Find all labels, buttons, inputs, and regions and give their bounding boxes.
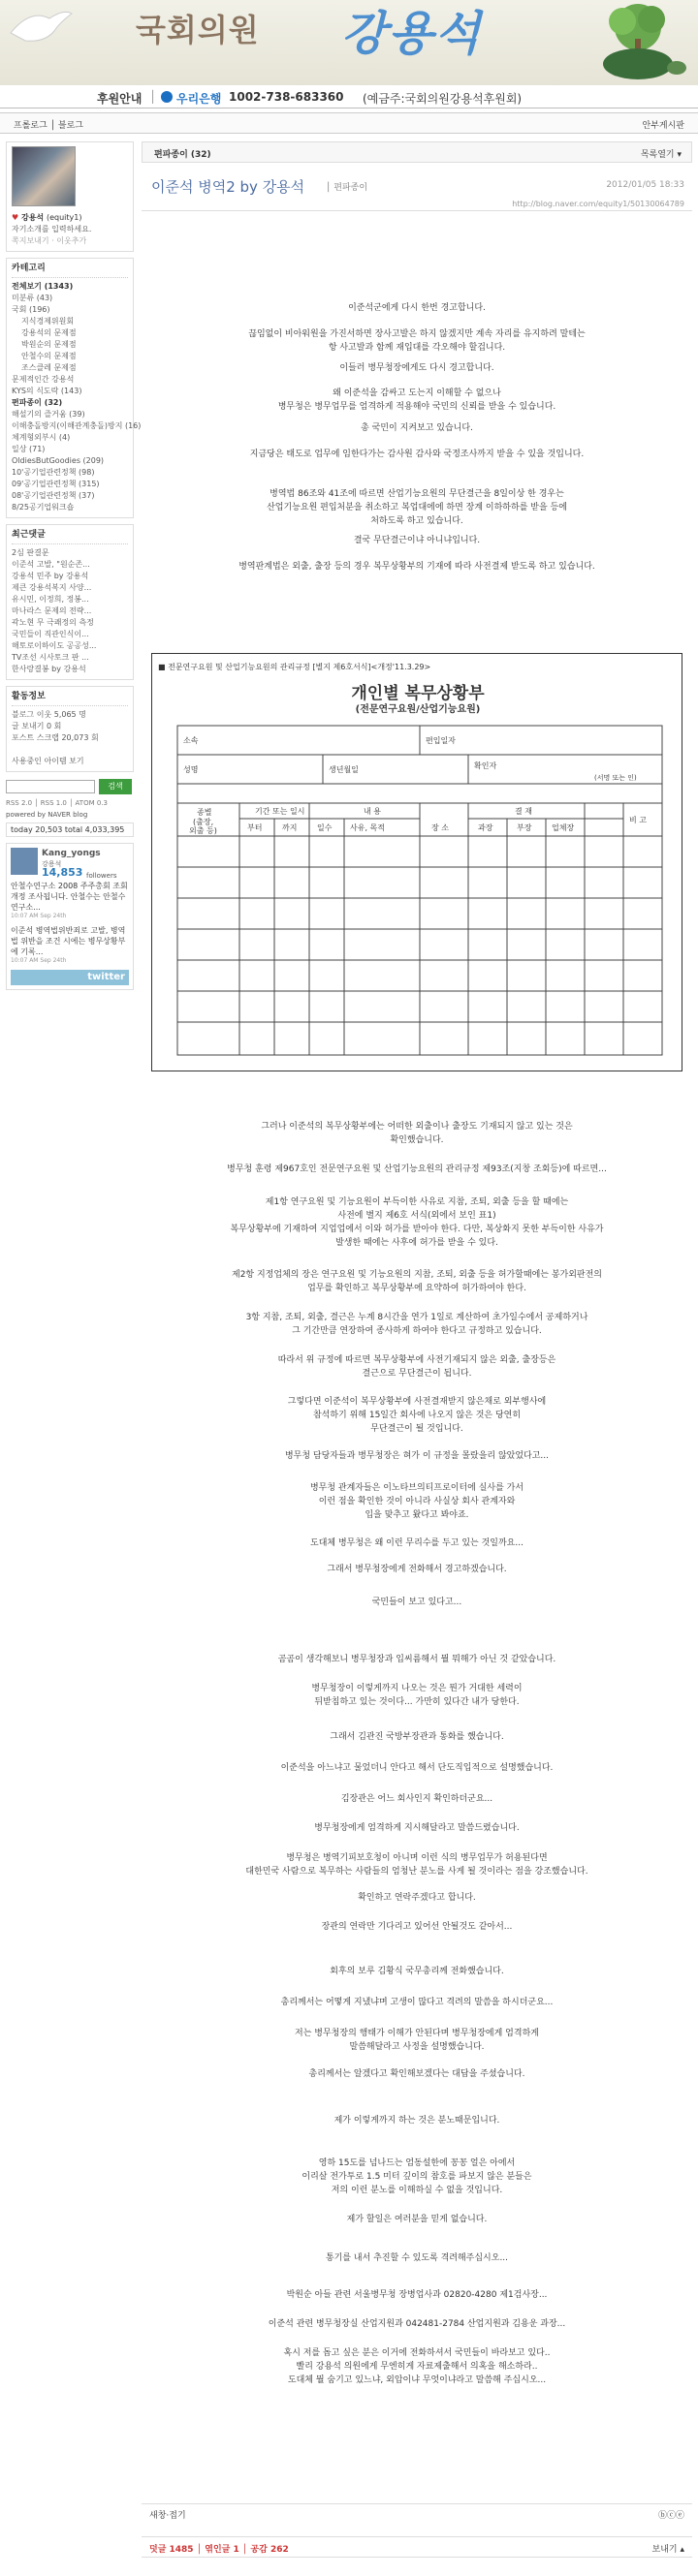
form-row2-a: 성명 [183,765,199,774]
bank-name: 우리은행 [176,92,222,106]
form-header-kind: 종별 [197,808,212,817]
rss-links[interactable]: RSS 2.0 │ RSS 1.0 │ ATOM 0.3 [6,799,108,807]
form-header-a2: 부장 [517,823,532,832]
activity-item: 글 보내기 0 회 [12,722,62,730]
category-item[interactable]: 09'공기업관련정책 (315) [12,480,100,488]
post-paragraph: 제가 할일은 여러분을 믿게 없습니다. [346,2215,488,2224]
comment-item[interactable]: 유시민, 이정희, 정봉... [12,595,89,604]
donation-bar [0,85,698,109]
post-paragraph: 이준석을 아느냐고 물었더니 안다고 해서 단도직입적으로 설명했습니다. [280,1763,554,1773]
post-paragraph: 장관의 연락만 기다리고 있어선 안될것도 같아서... [321,1922,513,1932]
post-paragraph: 이준석 관련 병무청장실 산업지원과 042481-2784 산업지원과 김용운 과장... [268,2319,566,2329]
category-item[interactable]: 국회 (196) [12,305,50,314]
comment-item[interactable]: 이준석 고발, "원순존... [12,560,90,569]
banner-title-right: 강용석 [341,7,483,61]
category-item[interactable]: 10'공기업관련정책 (98) [12,468,95,477]
category-item[interactable]: 이해충돌방지(이해관계충돌)방지 (16) [12,421,142,430]
post-paragraph: 결국 무단결근이냐 아니냐입니다. [353,536,481,545]
form-header-days: 일수 [317,823,333,832]
activity-item: 블로그 이웃 5,065 명 [12,710,86,719]
profile-photo [12,146,76,206]
main-content [142,141,692,2555]
send-button[interactable]: 보내기 ▴ [651,2545,684,2555]
category-list-label: 편파종이 (32) [154,150,211,160]
search-button[interactable]: 검색 [99,779,132,794]
header-banner [0,0,698,85]
post-paragraph: 그래서 김관진 국방부장관과 통화를 했습니다. [330,1732,504,1742]
account-holder: (예금주:국회의원강용석후원회) [363,92,523,106]
open-list-button[interactable]: 목록열기 ▾ [640,150,682,160]
dove-icon [6,4,74,52]
category-item[interactable]: 전체보기 (1343) [12,282,74,291]
form-header-a1: 과장 [478,823,493,832]
recent-comments-title: 최근댓글 [12,529,128,544]
post-paragraph: 병역법 86조와 41조에 따르면 산업기능요원의 무단결근을 8일이상 한 경우는 산업기능요원 편입처분을 취소하고 복업대에에 하면 장계 이하하하를 받을 등에 처하도록 하고 있습니다. [267,489,567,526]
post-paragraph: 총리께서는 알겠다고 확인해보겠다는 대답을 주셨습니다. [308,2069,525,2079]
post-body [142,141,692,2563]
comment-item[interactable]: 강용석 민주 by 강용석 [12,572,89,580]
comment-item[interactable]: 국민들이 직관인식이... [12,630,89,638]
share-icons[interactable]: ⓑⓒⓔ [657,2511,684,2521]
tweet-time: 10:07 AM Sep 24th [11,957,67,964]
bank-logo-icon [161,91,173,103]
twitter-sub: 강용석 [42,860,62,868]
activity-item: 사용중인 아이템 보기 [12,757,84,765]
post-paragraph: 통기를 내서 추진할 수 있도록 격려해주십시오... [325,2253,509,2263]
powered-by: powered by NAVER blog [6,811,88,819]
form-title: 개인별 복무상황부 [351,684,485,703]
form-header-from: 부터 [247,823,263,832]
form-header-approve: 결 재 [515,807,532,816]
form-header-period: 기간 또는 일시 [255,807,305,816]
guestbook-link[interactable]: 안부게시판 [642,121,684,131]
post-paragraph: 곰곰이 생각해보니 병무청장과 입씨름해서 뭘 뭐해가 아닌 것 같았습니다. [277,1655,556,1664]
post-paragraph: 병무청장이 이렇게까지 나오는 것은 뭔가 거대한 세력이 뒤받침하고 있는 것이다... 가만히 있다간 내가 당한다. [311,1684,523,1707]
profile-intro: 자기소개를 입력하세요. [12,225,92,233]
comment-item[interactable]: 곽노현 무 극쾌정의 측정 [12,618,94,627]
category-item[interactable]: KYS의 식도락 (143) [12,387,82,395]
turtle-tree-icon [582,0,688,85]
category-item[interactable]: 체계형외부시 (4) [12,433,71,442]
tweet-list [11,881,129,965]
category-item[interactable]: 지식경제위원회 [21,317,75,326]
form-header-reason: 사유, 목적 [350,823,385,832]
form-row1-b: 편입일자 [426,736,456,745]
visitor-counter: today 20,503 total 4,033,395 [6,822,134,837]
form-row2-d: (서명 또는 인) [594,774,637,782]
post-paragraph: 따라서 위 규정에 따르면 복무상황부에 사전기재되지 않은 외출, 출장등은 결근으로 무단결근이 됩니다. [277,1355,556,1379]
category-item[interactable]: 미분류 (43) [12,294,53,302]
post-paragraph: 3항 지참, 조퇴, 외출, 결근은 누계 8시간을 연가 1일로 계산하여 초가일수에서 공제하거나 그 기간만큼 연장하여 종사하게 하여야 한다고 규정하고 있습니다. [245,1313,588,1336]
service-record-form-image [151,653,682,1071]
category-item[interactable]: 강용석의 문제점 [21,328,77,337]
post-footer-bar [142,2503,692,2521]
category-list [12,281,142,513]
post-paragraph: 병무청 훈령 제967호인 전문연구요원 및 산업기능요원의 관리규정 제93조(지창 조회등)에 따르면... [227,1164,607,1174]
heart-icon: ♥ [12,213,19,222]
twitter-name[interactable]: Kang_yongs [42,849,101,858]
comment-item[interactable]: 제큰 강용석복지 사양... [12,583,92,592]
twitter-followers-label: followers [86,872,117,880]
comment-item[interactable]: 한사랑결봉 by 강용석 [12,665,86,673]
sidebar [6,141,142,996]
profile-links[interactable]: 쪽지보내기 · 이웃추가 [12,236,87,245]
form-header-kind2: (출장, [193,818,214,826]
tweet-time: 10:07 AM Sep 24th [11,913,67,919]
activity-item: 포스트 스크랩 20,073 회 [12,733,99,742]
post-paragraph: 도대체 병무청은 왜 이런 무리수를 두고 있는 것일까요... [310,1538,524,1548]
post-paragraph: 회후의 보루 김황식 국무총리께 전화했습니다. [330,1967,504,1976]
post-paragraph: 제1항 연구요원 및 기능요원이 부득이한 사유로 지참, 조퇴, 외출 등을 할 때에는 사전에 별지 제6호 서식(외에서 보인 표1) 복무상황부에 기재하여 지업업에서 이와 허가를 받아야 한다. 다만, 복상화지 못한 부득이한 사유가 발생한 때에는 사후에 허가를 받을 수 있다. [230,1197,604,1248]
post-paragraph: 이준석군에게 다시 한번 경고합니다. [348,303,486,313]
category-title: 카테고리 [12,263,128,278]
recent-comments-box [6,524,134,680]
form-header-a3: 업체장 [552,823,575,832]
category-item[interactable]: 문제적인간 강용석 [12,375,75,384]
post-url[interactable]: http://blog.naver.com/equity1/50130064789 [512,200,684,208]
profile-name: 강용석 [20,213,45,222]
form-row2-c: 확인자 [474,761,497,770]
post-stats-bar [142,2536,692,2558]
comment-item[interactable]: 마나라스 문제의 전략... [12,606,92,615]
twitter-avatar [11,848,38,875]
category-item[interactable]: 해설기의 즐거움 (39) [12,410,85,419]
comment-stats[interactable]: 덧글 1485 │ 엮인글 1 │ 공감 262 [149,2545,289,2555]
twitter-widget [6,843,134,990]
form-row2-b: 생년월일 [329,765,359,774]
post-paragraph: 끊임없이 비아워원을 가진서하면 장사고발은 하지 않겠지만 계속 자리를 유지하려 말테는 항 사고발과 함께 재입대를 각오해야 할겁니다. [248,329,586,353]
comment-item[interactable]: 2심 판결문 [12,548,49,557]
post-paragraph: 영하 15도를 넘나드는 엄동설한에 꽁꽁 얼은 아에서 이리살 전가투로 1.5 미터 깊이의 참호를 파보지 않은 분들은 저의 이런 분노를 이해하실 수 없을 것입니다. [301,2158,532,2195]
form-header-note: 비 고 [629,816,647,824]
post-paragraph: 총 국민이 지켜보고 있습니다. [361,423,473,433]
activity-box [6,686,134,772]
form-subtitle: (전문연구요원/산업기능요원) [355,704,481,715]
account-number: 1002-738-683360 [229,90,344,104]
post-title[interactable]: 이준석 병역2 by 강용석 [151,178,305,196]
post-category[interactable]: │ 편파종이 [326,183,368,193]
form-row1-a: 소속 [183,736,199,745]
post-paragraph: 이들러 병무청장에게도 다시 경고합니다. [339,363,494,373]
post-paragraph: 국민들이 보고 있다고... [371,1598,462,1607]
category-item[interactable]: 조스클레 문제점 [21,363,77,372]
profile-box [6,141,134,252]
post-paragraph: 병무청 담당자들과 병무청장은 혀가 이 규정을 몰랐을리 않았었다고... [284,1451,550,1461]
post-paragraph: 제가 이렇게까지 하는 것은 분노때문입니다. [333,2116,500,2126]
category-item[interactable]: 08'공기업관련정책 (37) [12,491,95,500]
tweet-text: 이준석 병역법위반죄로 고발, 병역법 위반을 조건 시에는 병무상황부에 기록... [11,926,126,956]
category-box [6,258,142,518]
category-item[interactable]: 박원순의 문제점 [21,340,77,349]
search-area [6,778,134,795]
post-paragraph: 그렇다면 이준석이 복무상황부에 사전결재받지 않은채로 외부행사에 참석하기 위해 15일간 회사에 나오지 않은 것은 당연히 무단결근이 될 것입니다. [287,1397,547,1434]
category-item[interactable]: 8/25공기업워크숍 [12,503,75,512]
comment-list [12,547,128,675]
profile-id: (equity1) [46,213,82,222]
category-item[interactable]: 안철수의 문제점 [21,352,77,360]
category-item[interactable]: OldiesButGoodies (209) [12,456,105,465]
divider: │ [149,90,157,104]
search-input[interactable] [6,780,95,793]
twitter-followers: 14,853 [42,866,83,879]
post-paragraph: 그래서 병무청장에게 전화해서 경고하겠습니다. [327,1565,507,1574]
form-header-kind3: 외출 등) [189,826,217,835]
post-paragraph: 제2항 지정업체의 장은 연구요원 및 기능요원의 지참, 조퇴, 외출 등을 허가할때에는 봉가외판전의 업무를 확인하고 복무상황부에 요약하여 허가하여야 한다. [232,1270,602,1293]
post-paragraph: 혹시 저를 돕고 싶은 분은 이거에 전화하셔서 국민들이 바라보고 있다.. 빨리 강용석 의원에게 무엔히게 자료제출해서 의혹을 해소하라.. 도대체 뭘 숨기고 있느냐, 외압이냐 무엇이냐라고 말씀해 주십시오... [283,2348,551,2385]
activity-title: 활동정보 [12,691,128,706]
post-paragraph: 왜 이준석을 감싸고 도는지 이해할 수 없으나 병무청은 병무업무를 엄격하게 적용해야 국민의 신뢰를 받을 수 있습니다. [277,388,556,412]
post-paragraph: 확인하고 연락주겠다고 합니다. [358,1893,476,1903]
post-paragraph: 박원순 아들 관련 서울병무청 장병업사과 02820-4280 제1검사장... [286,2290,548,2300]
category-item[interactable]: 편파종이 (32) [12,398,63,407]
fold-toggle[interactable]: 새창·접기 [149,2511,186,2521]
form-header-content: 내 용 [364,807,381,816]
tweet-text: 안철수연구소 2008 주주총회 조회 개정 조사됩니다. 안철수는 안철수연구소... [11,882,128,912]
post-paragraph: 병무청 관계자들은 이노타브의티프로이터에 실사를 가서 이런 점을 확인한 것이 아니라 사실상 회사 관계자와 입을 맞추고 왔다고 봐야죠. [309,1483,524,1520]
form-caption: ■ 전문연구요원 및 산업기능요원의 관리규정 [별지 제6호서식]<개정'11.3.29> [158,663,431,671]
banner-title-left: 국회의원 [136,12,260,48]
twitter-brand[interactable]: twitter [11,970,129,985]
post-paragraph: 김장관은 어느 회사인지 확인하더군요... [340,1794,493,1804]
menu-left-links[interactable]: 프롤로그 │ 블로그 [14,121,83,131]
activity-list [12,709,128,767]
activity-item [12,744,128,756]
blog-menu-bar [0,112,698,134]
post-paragraph: 병역판계법은 외출, 출장 등의 경우 복무상황부의 기재에 따라 사전결제 받도록 하고 있습니다. [238,562,595,572]
post-paragraph: 지금당은 태도로 업무에 임한다가는 감사원 감사와 국정조사까지 받을 수 있을 것입니다. [249,450,585,459]
comment-item[interactable]: 해토로이하이도 공공성... [12,641,97,650]
post-date: 2012/01/05 18:33 [606,180,684,190]
donation-label: 후원안내 [97,92,143,106]
form-header-to: 까지 [282,823,298,832]
post-paragraph: 그러나 이준석의 복무상황부에는 어떠한 외출이나 출장도 기재되지 않고 있는 것은 확인했습니다. [261,1122,573,1145]
post-paragraph: 저는 병무청장의 행태가 이해가 안된다며 병무청장에게 엄격하게 말씀해달라고 사정을 설명했습니다. [295,2029,539,2052]
form-header-place: 장 소 [431,823,449,832]
post-paragraph: 총리께서는 어떻게 지냈냐며 고생이 많다고 격려의 말씀을 하시더군요... [280,1998,554,2007]
form-table [177,726,662,1055]
category-item[interactable]: 일상 (71) [12,445,46,453]
comment-item[interactable]: TV조선 시사토크 판 ... [12,653,89,662]
post-paragraph: 병무청장에게 엄격하게 지시해달라고 말씀드렸습니다. [314,1823,520,1833]
post-paragraph: 병무청은 병역기피보호청이 아니며 이런 식의 병무업무가 허용된다면 대한민국 사람으로 복무하는 사람들의 엄청난 분노를 사게 될 것이라는 점을 강조했습니다. [245,1853,588,1877]
